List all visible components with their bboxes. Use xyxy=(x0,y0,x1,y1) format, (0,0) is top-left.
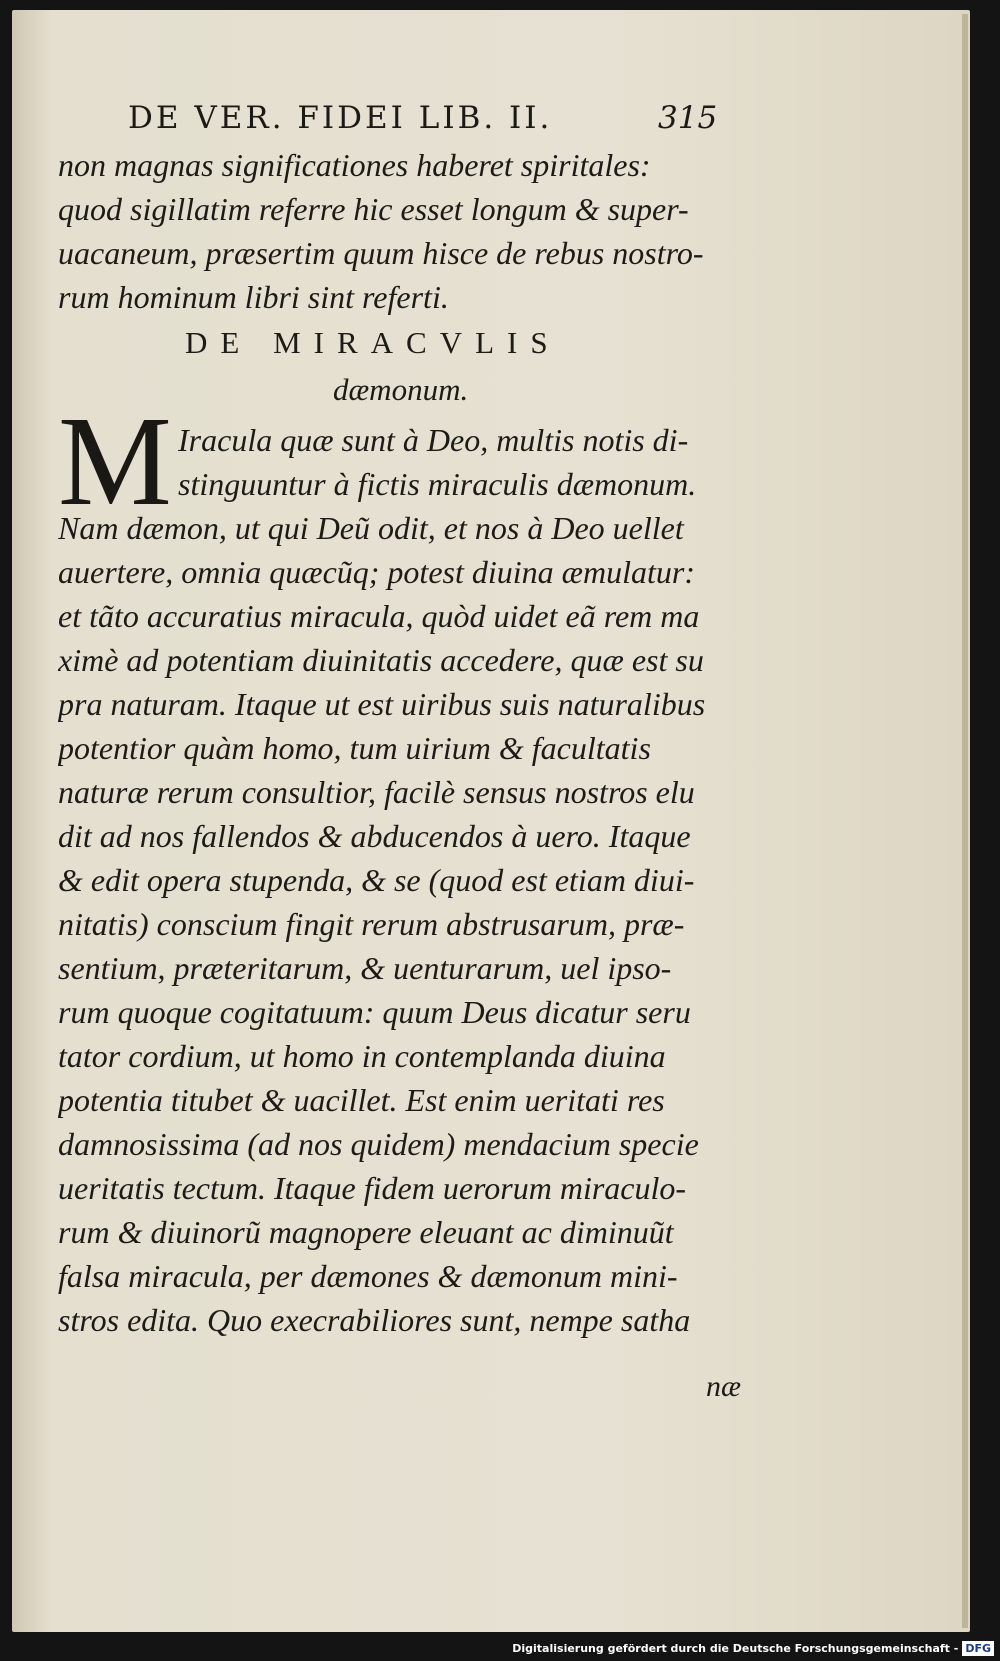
text-line: pra naturam. Itaque ut est uiribus suis naturalibus xyxy=(58,686,706,722)
text-line: naturæ rerum consultior, facilè sensus nostros elu xyxy=(58,774,695,810)
digitization-credit xyxy=(512,1637,994,1659)
text-line: Nam dæmon, ut qui Deũ odit, et nos à Deo uellet xyxy=(58,510,684,546)
text-line: sentium, præteritarum, & uenturarum, uel ipso- xyxy=(58,950,672,986)
text-line: & edit opera stupenda, & se (quod est etiam diui- xyxy=(58,862,695,898)
text-line: tator cordium, ut homo in contemplanda diuina xyxy=(58,1038,666,1074)
credit-text: Digitalisierung gefördert durch die Deutsche Forschungsgemeinschaft - xyxy=(512,1641,959,1655)
text-line: quod sigillatim referre hic esset longum & super- xyxy=(58,191,689,227)
text-line: non magnas significationes haberet spiritales: xyxy=(58,147,651,183)
page-number: 315 xyxy=(658,100,718,136)
section-subheading: dæmonum. xyxy=(333,372,469,407)
text-line: falsa miracula, per dæmones & dæmonum mini- xyxy=(58,1258,678,1294)
section-heading: DE MIRACVLIS xyxy=(185,325,561,360)
text-line: Iracula quæ sunt à Deo, multis notis di- xyxy=(178,422,689,458)
text-line: rum quoque cogitatuum: quum Deus dicatur seru xyxy=(58,994,691,1030)
text-line: uacaneum, præsertim quum hisce de rebus nostro- xyxy=(58,235,704,271)
running-head-title: DE VER. FIDEI LIB. II. xyxy=(128,100,553,136)
dfg-logo: DFG xyxy=(962,1641,994,1656)
catchword: næ xyxy=(706,1370,742,1403)
page-edge xyxy=(962,14,968,1628)
text-line: potentia titubet & uacillet. Est enim ueritati res xyxy=(58,1082,665,1118)
text-line: et tãto accuratius miracula, quòd uidet eã rem ma xyxy=(58,598,700,634)
text-line: rum hominum libri sint referti. xyxy=(58,279,449,315)
drop-cap: M xyxy=(58,390,172,532)
text-line: ueritatis tectum. Itaque fidem uerorum miraculo- xyxy=(58,1170,687,1206)
text-line: auertere, omnia quæcũq; potest diuina æmulatur: xyxy=(58,554,695,590)
text-line: stinguuntur à fictis miraculis dæmonum. xyxy=(178,466,697,502)
text-line: damnosissima (ad nos quidem) mendacium specie xyxy=(58,1126,699,1162)
text-line: rum & diuinorũ magnopere eleuant ac diminuũt xyxy=(58,1214,674,1250)
text-line: nitatis) conscium fingit rerum abstrusarum, præ- xyxy=(58,906,685,942)
text-line: stros edita. Quo execrabiliores sunt, nempe satha xyxy=(58,1302,691,1338)
text-line: ximè ad potentiam diuinitatis accedere, quæ est su xyxy=(58,642,704,678)
text-line: dit ad nos fallendos & abducendos à uero. Itaque xyxy=(58,818,691,854)
text-line: potentior quàm homo, tum uirium & facultatis xyxy=(58,730,651,766)
